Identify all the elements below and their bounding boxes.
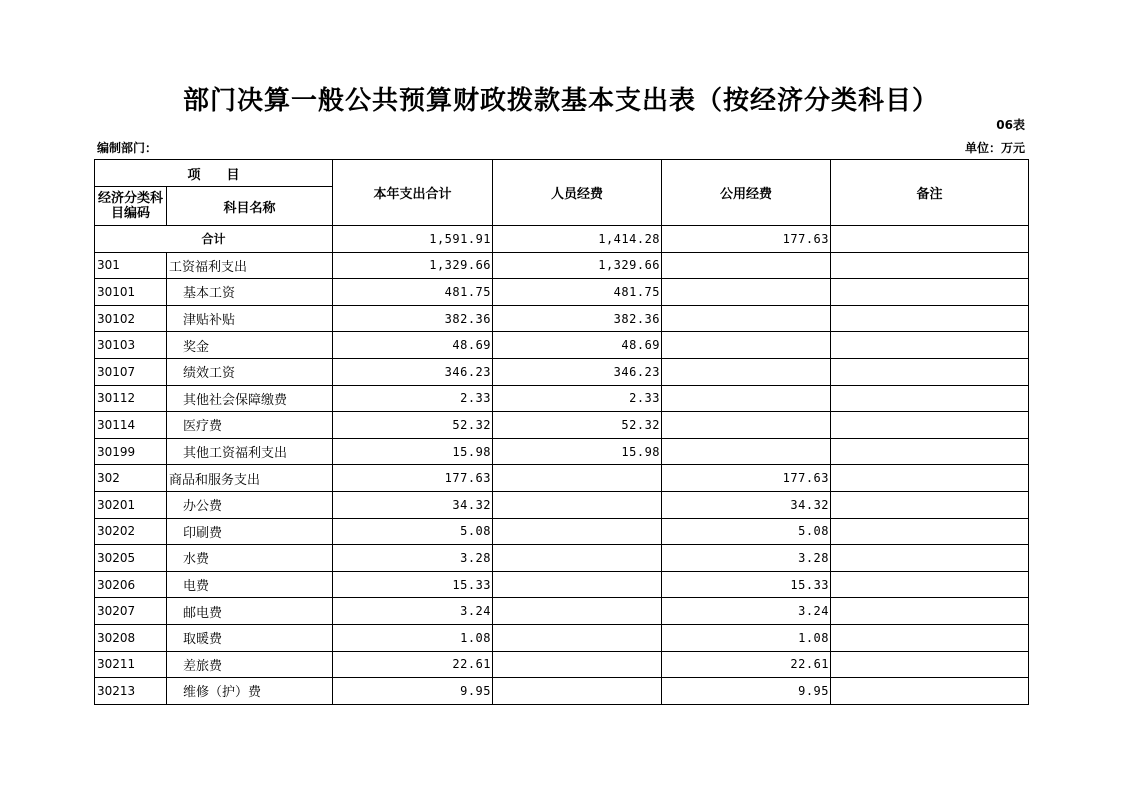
row-total: 3.28	[333, 545, 493, 572]
row-public	[662, 305, 831, 332]
row-personnel: 346.23	[493, 358, 662, 385]
row-public	[662, 438, 831, 465]
total-sum: 1,591.91	[333, 226, 493, 253]
row-name: 其他社会保障缴费	[167, 385, 333, 412]
row-note	[831, 545, 1029, 572]
row-code: 30103	[95, 332, 167, 359]
row-note	[831, 438, 1029, 465]
row-code: 30199	[95, 438, 167, 465]
row-name: 基本工资	[167, 279, 333, 306]
row-total: 481.75	[333, 279, 493, 306]
table-row	[95, 571, 1029, 598]
header-personnel: 人员经费	[493, 160, 662, 226]
row-note	[831, 491, 1029, 518]
row-name: 办公费	[167, 491, 333, 518]
row-public: 15.33	[662, 571, 831, 598]
row-name: 工资福利支出	[167, 252, 333, 279]
row-total: 2.33	[333, 385, 493, 412]
row-code: 30201	[95, 491, 167, 518]
row-name: 取暖费	[167, 624, 333, 651]
row-name: 其他工资福利支出	[167, 438, 333, 465]
table-row	[95, 518, 1029, 545]
row-public: 22.61	[662, 651, 831, 678]
row-total: 1.08	[333, 624, 493, 651]
header-total: 本年支出合计	[333, 160, 493, 226]
row-note	[831, 412, 1029, 439]
row-code: 30207	[95, 598, 167, 625]
row-name: 奖金	[167, 332, 333, 359]
table-row	[95, 598, 1029, 625]
row-personnel	[493, 571, 662, 598]
header-code: 经济分类科目编码	[95, 187, 167, 226]
row-personnel	[493, 651, 662, 678]
row-code: 30208	[95, 624, 167, 651]
row-total: 48.69	[333, 332, 493, 359]
row-public: 34.32	[662, 491, 831, 518]
row-personnel	[493, 678, 662, 705]
row-total: 3.24	[333, 598, 493, 625]
row-personnel	[493, 518, 662, 545]
row-name: 邮电费	[167, 598, 333, 625]
row-note	[831, 598, 1029, 625]
row-code: 30202	[95, 518, 167, 545]
total-note	[831, 226, 1029, 253]
row-personnel	[493, 491, 662, 518]
row-public	[662, 332, 831, 359]
row-note	[831, 305, 1029, 332]
row-note	[831, 518, 1029, 545]
row-name: 维修（护）费	[167, 678, 333, 705]
table-row	[95, 412, 1029, 439]
row-name: 绩效工资	[167, 358, 333, 385]
row-code: 30102	[95, 305, 167, 332]
table-row	[95, 651, 1029, 678]
row-total: 15.33	[333, 571, 493, 598]
row-personnel: 15.98	[493, 438, 662, 465]
row-public: 3.28	[662, 545, 831, 572]
table-row	[95, 385, 1029, 412]
row-note	[831, 279, 1029, 306]
row-total: 1,329.66	[333, 252, 493, 279]
row-note	[831, 651, 1029, 678]
row-personnel	[493, 598, 662, 625]
row-name: 印刷费	[167, 518, 333, 545]
row-note	[831, 332, 1029, 359]
table-row	[95, 305, 1029, 332]
row-personnel	[493, 624, 662, 651]
row-total: 177.63	[333, 465, 493, 492]
row-note	[831, 465, 1029, 492]
row-note	[831, 385, 1029, 412]
row-personnel: 1,329.66	[493, 252, 662, 279]
row-public: 3.24	[662, 598, 831, 625]
row-personnel: 48.69	[493, 332, 662, 359]
row-code: 30205	[95, 545, 167, 572]
row-code: 30114	[95, 412, 167, 439]
table-row	[95, 491, 1029, 518]
org-label: 编制部门：	[97, 141, 158, 155]
total-label: 合计	[95, 226, 333, 253]
total-row	[95, 226, 1029, 253]
row-code: 30206	[95, 571, 167, 598]
table-row	[95, 545, 1029, 572]
row-public	[662, 412, 831, 439]
header-name: 科目名称	[167, 187, 333, 226]
table-number: 06表	[996, 118, 1025, 132]
row-public: 9.95	[662, 678, 831, 705]
row-total: 52.32	[333, 412, 493, 439]
row-public: 1.08	[662, 624, 831, 651]
table-row	[95, 358, 1029, 385]
row-total: 22.61	[333, 651, 493, 678]
row-note	[831, 358, 1029, 385]
row-note	[831, 624, 1029, 651]
total-personnel: 1,414.28	[493, 226, 662, 253]
row-name: 商品和服务支出	[167, 465, 333, 492]
row-total: 9.95	[333, 678, 493, 705]
row-public	[662, 279, 831, 306]
table-row	[95, 252, 1029, 279]
row-code: 30112	[95, 385, 167, 412]
header-public: 公用经费	[662, 160, 831, 226]
unit-label: 单位：万元	[964, 141, 1025, 155]
row-code: 30213	[95, 678, 167, 705]
table-row	[95, 624, 1029, 651]
row-public: 5.08	[662, 518, 831, 545]
table-row	[95, 438, 1029, 465]
row-total: 346.23	[333, 358, 493, 385]
table-row	[95, 465, 1029, 492]
row-code: 30211	[95, 651, 167, 678]
row-total: 34.32	[333, 491, 493, 518]
expenditure-table	[94, 159, 1029, 705]
row-name: 津贴补贴	[167, 305, 333, 332]
row-code: 30101	[95, 279, 167, 306]
header-item: 项 目	[95, 160, 333, 187]
row-public	[662, 252, 831, 279]
table-row	[95, 332, 1029, 359]
row-personnel: 2.33	[493, 385, 662, 412]
row-note	[831, 678, 1029, 705]
row-note	[831, 571, 1029, 598]
row-personnel: 382.36	[493, 305, 662, 332]
row-name: 差旅费	[167, 651, 333, 678]
row-public	[662, 385, 831, 412]
row-personnel: 481.75	[493, 279, 662, 306]
row-code: 302	[95, 465, 167, 492]
row-personnel	[493, 465, 662, 492]
total-public: 177.63	[662, 226, 831, 253]
row-public	[662, 358, 831, 385]
row-name: 医疗费	[167, 412, 333, 439]
row-public: 177.63	[662, 465, 831, 492]
row-total: 382.36	[333, 305, 493, 332]
row-personnel	[493, 545, 662, 572]
row-total: 15.98	[333, 438, 493, 465]
table-row	[95, 279, 1029, 306]
table-row	[95, 678, 1029, 705]
row-code: 30107	[95, 358, 167, 385]
row-personnel: 52.32	[493, 412, 662, 439]
row-note	[831, 252, 1029, 279]
header-note: 备注	[831, 160, 1029, 226]
row-total: 5.08	[333, 518, 493, 545]
page-title: 部门决算一般公共预算财政拨款基本支出表（按经济分类科目）	[182, 86, 939, 116]
row-name: 水费	[167, 545, 333, 572]
row-name: 电费	[167, 571, 333, 598]
row-code: 301	[95, 252, 167, 279]
